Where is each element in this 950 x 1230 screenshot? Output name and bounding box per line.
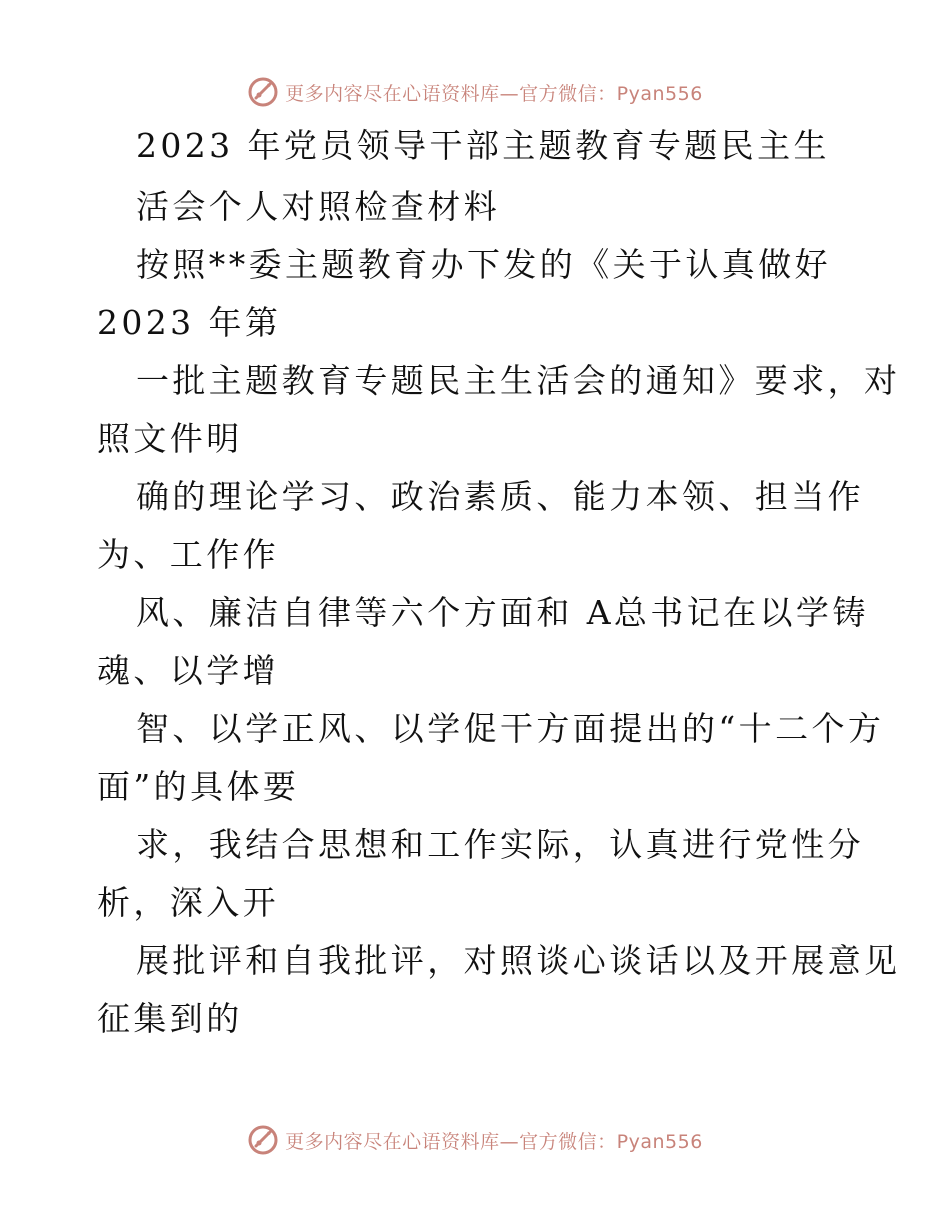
watermark-text: 更多内容尽在心语资料库—官方微信：Pyan556 (285, 1130, 703, 1153)
body-line: 风、廉洁自律等六个方面和 A总书记在以学铸 (136, 593, 869, 632)
title-line-1: 2023 年党员领导干部主题教育专题民主生 (136, 126, 830, 165)
body-line: 面”的具体要 (97, 767, 300, 806)
body-line: 为、工作作 (97, 535, 279, 574)
body-line: 确的理论学习、政治素质、能力本领、担当作 (136, 477, 864, 516)
body-line: 一批主题教育专题民主生活会的通知》要求，对 (136, 361, 901, 400)
body-line: 析，深入开 (97, 883, 279, 922)
title-line-2: 活会个人对照检查材料 (136, 187, 500, 226)
body-line: 魂、以学增 (97, 651, 279, 690)
header-watermark (0, 72, 950, 112)
footer-watermark (0, 1120, 950, 1160)
body-line: 按照**委主题教育办下发的《关于认真做好 (136, 245, 831, 284)
body-line: 求，我结合思想和工作实际，认真进行党性分 (136, 825, 864, 864)
watermark-logo-icon (247, 1124, 279, 1156)
watermark-logo-icon (247, 76, 279, 108)
body-line: 智、以学正风、以学促干方面提出的“十二个方 (136, 709, 885, 748)
body-line: 征集到的 (97, 999, 243, 1038)
body-line: 展批评和自我批评，对照谈心谈话以及开展意见 (136, 941, 901, 980)
body-line: 2023 年第 (97, 303, 282, 342)
watermark-text: 更多内容尽在心语资料库—官方微信：Pyan556 (285, 82, 703, 105)
body-line: 照文件明 (97, 419, 243, 458)
